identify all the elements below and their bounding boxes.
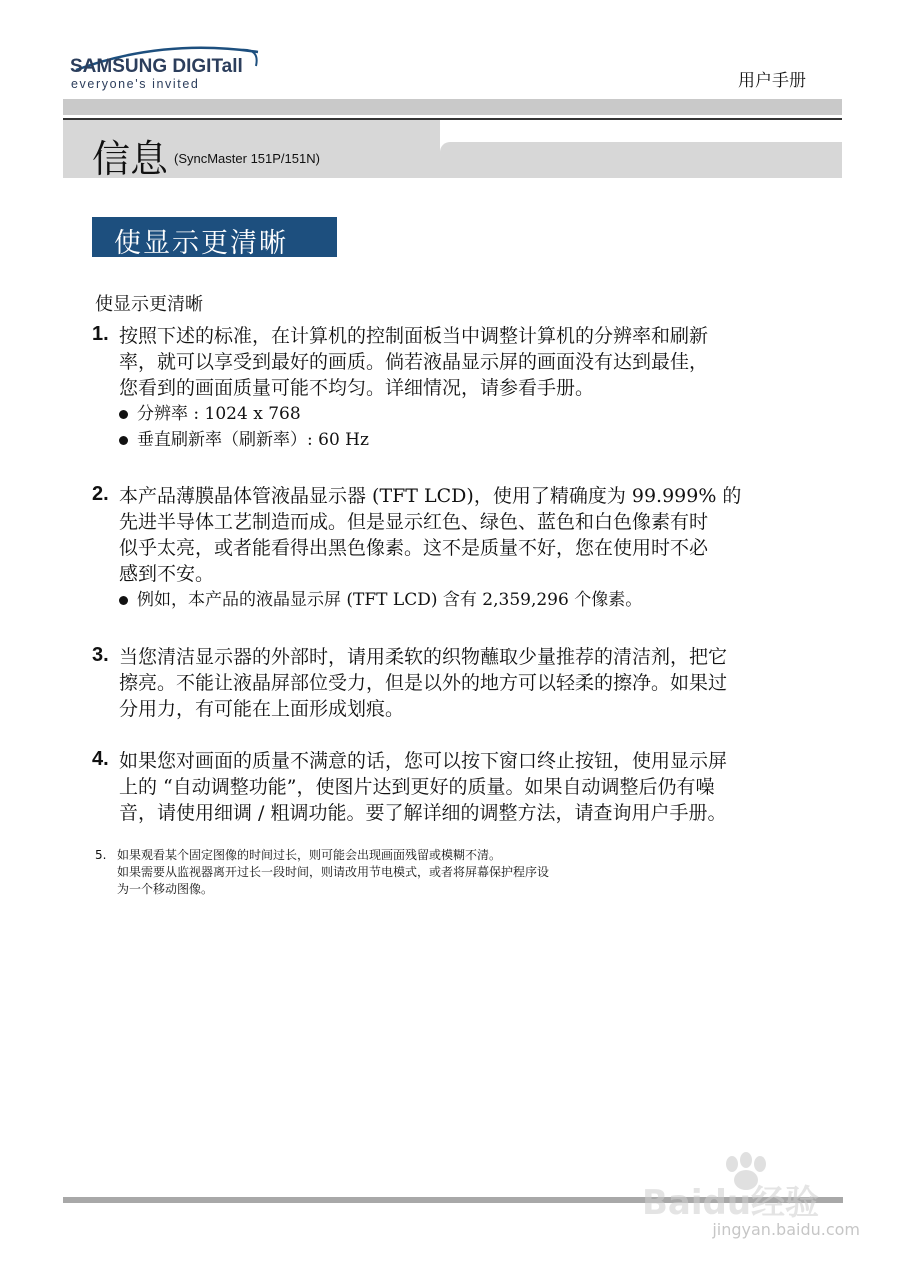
item-number: 1. — [92, 323, 109, 345]
header-manual-label: 用户手册 — [738, 71, 806, 91]
item-text — [119, 323, 812, 401]
bullet-item — [119, 427, 812, 453]
text-line: 为一个移动图像。 — [117, 882, 214, 896]
item-number: 5. — [95, 848, 107, 862]
bullet-text: 垂直刷新率（刷新率）: 60 Hz — [137, 430, 369, 450]
item-text — [117, 847, 695, 898]
bullet-text: 分辨率 : 1024 x 768 — [137, 404, 301, 424]
text-line: 按照下述的标准，在计算机的控制面板当中调整计算机的分辨率和刷新 — [119, 325, 709, 347]
text-line: 先进半导体工艺制造而成。但是显示红色、绿色、蓝色和白色像素有时 — [119, 511, 709, 533]
page-title: 信息 — [92, 137, 169, 181]
bullet-icon — [119, 596, 128, 605]
bullet-text: 例如，本产品的液晶显示屏 (TFT LCD) 含有 2,359,296 个像素。 — [137, 590, 643, 610]
text-line: 本产品薄膜晶体管液晶显示器 (TFT LCD)，使用了精确度为 99.999% 的 — [119, 485, 742, 507]
list-item — [92, 748, 812, 826]
bullet-item — [119, 587, 812, 613]
item-number: 4. — [92, 748, 109, 770]
section-title: 使显示更清晰 — [114, 228, 288, 259]
text-line: 擦亮。不能让液晶屏部位受力，但是以外的地方可以轻柔的擦净。如果过 — [119, 672, 728, 694]
samsung-logo — [68, 40, 268, 100]
text-line: 您看到的画面质量可能不均匀。详细情况，请参看手册。 — [119, 377, 595, 399]
bullet-icon — [119, 436, 128, 445]
text-line: 分用力，有可能在上面形成划痕。 — [119, 698, 405, 720]
page-subtitle: (SyncMaster 151P/151N) — [174, 151, 320, 166]
list-item — [92, 323, 812, 453]
text-line: 如果您对画面的质量不满意的话，您可以按下窗口终止按钮，使用显示屏 — [119, 750, 728, 772]
list-item — [92, 483, 812, 613]
text-line: 似乎太亮，或者能看得出黑色像素。这不是质量不好，您在使用时不必 — [119, 537, 709, 559]
text-line: 当您清洁显示器的外部时，请用柔软的织物蘸取少量推荐的清洁剂，把它 — [119, 646, 728, 668]
item-text — [119, 483, 812, 587]
list-item — [92, 644, 812, 722]
item-text — [119, 748, 812, 826]
text-line: 音，请使用细调 / 粗调功能。要了解详细的调整方法，请查询用户手册。 — [119, 802, 727, 824]
title-tab — [440, 142, 842, 178]
text-line: 上的 “自动调整功能”，使图片达到更好的质量。如果自动调整后仍有噪 — [119, 776, 715, 798]
text-line: 率，就可以享受到最好的画质。倘若液晶显示屏的画面没有达到最佳， — [119, 351, 709, 373]
bullet-item — [119, 401, 812, 427]
header-bar — [63, 99, 842, 115]
logo-brand: SAMSUNG DIGITall — [70, 56, 243, 77]
bullet-icon — [119, 410, 128, 419]
item-number: 2. — [92, 483, 109, 505]
watermark-brand: Baidu经验 — [642, 1183, 820, 1220]
list-item-note — [95, 847, 695, 898]
sub-heading: 使显示更清晰 — [95, 294, 203, 315]
text-line: 感到不安。 — [119, 563, 215, 585]
item-text — [119, 644, 812, 722]
item-number: 3. — [92, 644, 109, 666]
paw-icon — [640, 1150, 860, 1220]
baidu-watermark — [640, 1150, 860, 1260]
text-line: 如果观看某个固定图像的时间过长，则可能会出现画面残留或模糊不清。 — [117, 848, 502, 862]
text-line: 如果需要从监视器离开过长一段时间，则请改用节电模式，或者将屏幕保护程序设 — [117, 865, 550, 879]
logo-tagline: everyone's invited — [71, 77, 200, 91]
watermark-url: jingyan.baidu.com — [712, 1220, 860, 1239]
